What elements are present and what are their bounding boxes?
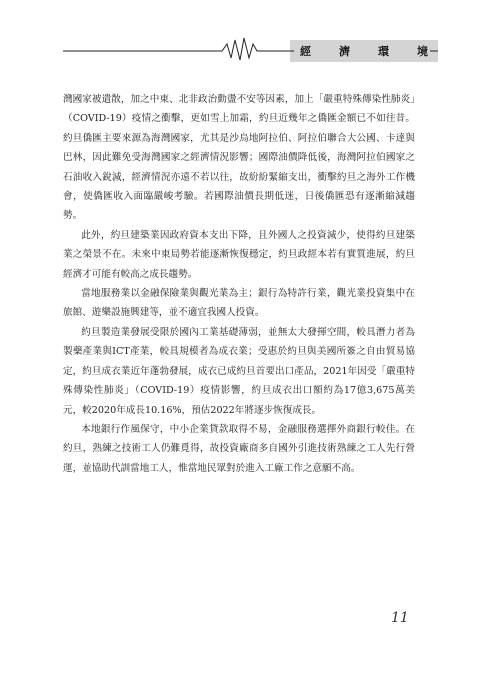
paragraph: 本地銀行作風保守，中小企業貸款取得不易，金融服務選擇外商銀行較佳。在約旦，熟練之技術工人仍難覓得，故投資廠商多自國外引進技術熟練之工人先行營運，並協助代訓當地工人，惟當地民眾對於進入工廠工作之意願不高。 bbox=[63, 423, 415, 474]
body-text bbox=[63, 90, 415, 478]
section-title-char: 境 bbox=[417, 45, 428, 58]
page-header bbox=[0, 0, 480, 70]
section-title-char: 經 bbox=[300, 45, 311, 58]
paragraph: 灣國家被遣散，加之中東、北非政治動盪不安等因素，加上「嚴重特殊傳染性肺炎」（COVID-19）疫情之衝擊，更如雪上加霜，約旦近幾年之僑匯金額已不如往昔。約旦僑匯主要來源為海灣國家，尤其是沙烏地阿拉伯、阿拉伯聯合大公國、卡達與巴林，因此難免受海灣國家之經濟情況影響；國際油價降低後，海灣阿拉伯國家之石油收入銳減，經濟情況亦遠不若以往，故紛紛緊縮支出，衝擊約旦之海外工作機會，使僑匯收入面臨嚴峻考驗。若國際油價長期低迷，日後僑匯恐有逐漸縮減趨勢。 bbox=[63, 94, 415, 222]
section-title bbox=[300, 44, 428, 58]
section-title-char: 環 bbox=[378, 45, 389, 58]
paragraph: 約旦製造業發展受限於國內工業基礎薄弱，並無太大發揮空間，較具潛力者為製藥產業與ICT產業，較具規模者為成衣業；受惠於約旦與美國所簽之自由貿易協定，約旦成衣業近年蓬勃發展，成衣已成約旦首要出口產品，2021年因受「嚴重特殊傳染性肺炎」（COVID-19）疫情影響，約旦成衣出口額約為17億3,675萬美元，較2020年成長10.16%，預估2022年將逐步恢復成長。 bbox=[63, 326, 415, 416]
header-heartbeat-line bbox=[0, 0, 480, 70]
paragraph: 當地服務業以金融保險業與觀光業為主；銀行為特許行業，觀光業投資集中在旅館、遊樂設施興建等，並不適宜我國人投資。 bbox=[63, 288, 415, 319]
page-number: 11 bbox=[391, 610, 409, 626]
section-title-char: 濟 bbox=[339, 45, 350, 58]
paragraph: 此外，約旦建築業因政府資本支出下降，且外國人之投資減少，使得約旦建築業之榮景不在。未來中東局勢若能逐漸恢復穩定，約旦政經本若有實質進展，約旦經濟才可能有較高之成長趨勢。 bbox=[63, 229, 415, 280]
